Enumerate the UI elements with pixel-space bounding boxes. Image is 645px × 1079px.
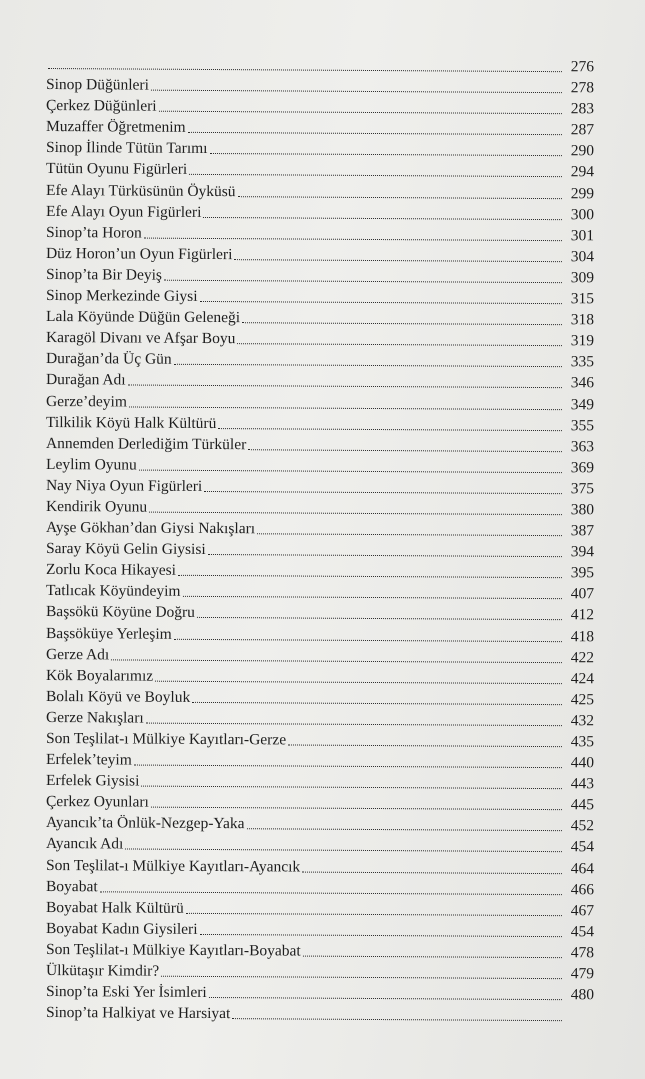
toc-entry-title: Başsöküye Yerleşim [45, 624, 172, 643]
toc-entry-page-number: 445 [570, 796, 595, 814]
dot-leader [164, 279, 562, 283]
dot-leader [155, 679, 562, 683]
toc-entry [46, 433, 594, 457]
dot-leader [247, 828, 562, 832]
dot-leader [248, 448, 562, 452]
toc-entry-title: Kendirik Oyunu [45, 498, 148, 516]
toc-entry-title: Ayşe Gökhan’dan Giysi Nakışları [45, 519, 256, 538]
toc-entry-title: Düz Horon’un Oyun Figürleri [45, 244, 233, 264]
dot-leader [242, 321, 562, 325]
toc-entry-title: Durağan Adı [45, 371, 126, 389]
toc-entry-title: Efe Alayı Türküsünün Öyküsü [45, 181, 236, 200]
dot-leader [189, 173, 562, 177]
dot-leader [111, 658, 562, 663]
dot-leader [192, 701, 562, 705]
toc-entry-title: Tütün Oyunu Figürleri [45, 160, 188, 179]
toc-entry-title: Annemden Derlediğim Türküler [45, 434, 247, 454]
toc-entry-page-number: 375 [570, 480, 595, 498]
dot-leader [199, 933, 561, 937]
toc-entry [46, 833, 594, 857]
toc-entry-page-number: 464 [570, 859, 595, 878]
toc-entry-title: Gerze Adı [45, 645, 110, 664]
toc-entry-page-number: 309 [570, 269, 595, 287]
toc-entry-title: Ayancık Adı [45, 835, 124, 854]
toc-entry-title: Nay Niya Oyun Figürleri [45, 476, 203, 495]
toc-entry-title: Son Teşlilat-ı Mülkiye Kayıtları-Boyabat [45, 941, 301, 960]
toc-entry-page-number: 346 [570, 374, 595, 392]
dot-leader [238, 195, 562, 199]
dot-leader [218, 427, 562, 431]
dot-leader [161, 975, 562, 979]
toc-entry-title: Bolalı Köyü ve Boyluk [45, 687, 191, 706]
toc-entry-title: Gerze’deyim [45, 392, 127, 411]
toc-entry-page-number: 363 [570, 437, 595, 456]
toc-entry-page-number: 315 [570, 290, 595, 308]
toc-entry-page-number: 432 [570, 712, 595, 730]
toc-entry [46, 369, 594, 393]
dot-leader [257, 532, 562, 536]
toc-entry [46, 644, 594, 668]
dot-leader [209, 152, 561, 156]
dot-leader [303, 955, 562, 959]
toc-entry [46, 412, 594, 436]
toc-entry-page-number: 479 [570, 965, 595, 983]
toc-entry-page-number: 301 [570, 227, 595, 245]
dot-leader [288, 744, 562, 748]
toc-entry [46, 665, 594, 689]
toc-entry-title: Çerkez Düğünleri [45, 97, 157, 115]
table-of-contents [46, 53, 594, 1023]
toc-entry-page-number: 425 [570, 691, 595, 709]
toc-entry-title: Kök Boyalarımız [45, 666, 154, 685]
dot-leader [200, 300, 562, 304]
toc-entry-page-number: 299 [570, 184, 595, 203]
toc-entry [46, 180, 594, 204]
toc-entry-page-number: 380 [570, 501, 595, 519]
toc-entry-page-number: 480 [570, 986, 595, 1004]
dot-leader [100, 890, 562, 895]
dot-leader [186, 912, 562, 916]
toc-entry-title: Durağan’da Üç Gün [45, 350, 172, 369]
toc-entry-title: Sinop’ta Eski Yer İsimleri [45, 983, 207, 1002]
toc-entry-title: Saray Köyü Gelin Giysisi [45, 540, 206, 559]
toc-entry-title: Son Teşlilat-ı Mülkiye Kayıtları-Gerze [45, 730, 287, 749]
toc-entry-title: Zorlu Koca Hikayesi [45, 561, 177, 580]
toc-entry-page-number: 407 [570, 585, 595, 603]
dot-leader [151, 806, 562, 811]
dot-leader [188, 131, 562, 135]
dot-leader [149, 511, 562, 516]
toc-entry-page-number: 418 [570, 627, 595, 645]
toc-entry [46, 201, 594, 225]
toc-entry-page-number: 454 [570, 923, 595, 941]
toc-entry [46, 623, 594, 647]
toc-entry-title: Sinop Düğünleri [45, 76, 149, 94]
dot-leader [197, 616, 562, 620]
toc-entry-page-number: 395 [570, 564, 595, 582]
toc-entry-page-number: 290 [570, 142, 595, 160]
toc-entry-page-number: 335 [570, 353, 595, 371]
dot-leader [159, 110, 562, 114]
toc-entry [46, 1002, 594, 1026]
toc-entry-title: Başsökü Köyüne Doğru [45, 603, 196, 622]
toc-entry-page-number: 304 [570, 248, 595, 266]
dot-leader [302, 870, 562, 874]
toc-entry-title: Sinop’ta Horon [45, 223, 142, 242]
toc-entry-title: Karagöl Divanı ve Afşar Boyu [45, 329, 236, 348]
toc-entry-title: Lala Köyünde Düğün Geleneği [45, 308, 241, 327]
toc-entry-page-number: 412 [570, 606, 595, 624]
toc-entry-page-number: 424 [570, 670, 595, 688]
toc-entry-title: Leylim Oyunu [45, 455, 137, 474]
toc-entry-page-number: 440 [570, 754, 595, 772]
toc-entry-title: Ayancık’ta Önlük-Nezgep-Yaka [45, 814, 245, 833]
toc-entry-title: Sinop’ta Bir Deyiş [45, 266, 163, 284]
toc-entry-title: Sinop İlinde Tütün Tarımı [45, 139, 208, 158]
dot-leader [234, 258, 562, 262]
toc-entry-page-number: 422 [570, 648, 595, 667]
toc-entry-page-number: 454 [570, 838, 595, 856]
dot-leader [232, 1017, 562, 1021]
toc-entry-title: Efe Alayı Oyun Figürleri [45, 202, 202, 221]
toc-entry-title: Boyabat Kadın Giysileri [45, 919, 198, 938]
toc-entry-page-number: 467 [570, 902, 595, 920]
dot-leader [139, 468, 562, 473]
dot-leader [48, 67, 562, 72]
dot-leader [146, 722, 562, 727]
toc-entry-title: Muzaffer Öğretmenim [45, 118, 186, 137]
toc-entry-page-number: 452 [570, 817, 595, 835]
dot-leader [129, 405, 562, 410]
dot-leader [182, 595, 561, 599]
toc-entry [46, 876, 594, 900]
toc-entry-page-number: 319 [570, 332, 595, 350]
dot-leader [144, 236, 562, 241]
toc-entry-title: Sinop Merkezinde Giysi [45, 287, 198, 306]
toc-entry [46, 158, 594, 182]
toc-entry-page-number: 294 [570, 163, 595, 181]
toc-entry-page-number: 394 [570, 543, 595, 561]
toc-entry-title: Tatlıcak Köyündeyim [45, 582, 181, 601]
dot-leader [174, 363, 562, 367]
toc-entry-title: Gerze Nakışları [45, 709, 144, 727]
dot-leader [178, 574, 562, 578]
toc-entry [46, 391, 594, 415]
dot-leader [208, 553, 562, 557]
toc-entry-page-number: 283 [570, 100, 595, 118]
toc-entry-title: Son Teşlilat-ı Mülkiye Kayıtları-Ayancık [45, 856, 301, 876]
toc-entry-title: Çerkez Oyunları [45, 793, 149, 812]
toc-entry [46, 601, 594, 625]
dot-leader [174, 637, 562, 641]
toc-entry-page-number: 278 [570, 79, 595, 97]
toc-entry-page-number: 435 [570, 733, 595, 751]
toc-entry-page-number: 349 [570, 395, 595, 413]
toc-entry-title: Ülkütaşır Kimdir? [45, 962, 160, 980]
dot-leader [204, 490, 562, 494]
toc-entry-title: Erfelek’teyim [45, 751, 132, 769]
dot-leader [134, 764, 562, 769]
toc-entry-page-number: 355 [570, 416, 595, 435]
toc-entry-page-number: 276 [570, 58, 595, 76]
toc-entry-page-number: 387 [570, 522, 595, 540]
dot-leader [128, 384, 562, 389]
dot-leader [141, 785, 562, 790]
toc-entry-title: Boyabat Halk Kültürü [45, 898, 184, 917]
toc-entry-page-number: 287 [570, 121, 595, 139]
toc-entry-title: Tilkilik Köyü Halk Kültürü [45, 413, 217, 432]
toc-entry-page-number: 466 [570, 880, 595, 899]
toc-entry [46, 855, 594, 879]
toc-entry-page-number: 300 [570, 205, 595, 224]
toc-entry-title: Erfelek Giysisi [45, 772, 140, 790]
dot-leader [151, 89, 562, 94]
dot-leader [237, 342, 562, 346]
dot-leader [125, 848, 562, 853]
toc-entry-page-number: 369 [570, 459, 595, 477]
toc-entry-page-number: 443 [570, 775, 595, 793]
dot-leader [209, 996, 562, 1000]
toc-entry-title: Sinop’ta Halkiyat ve Harsiyat [45, 1004, 231, 1023]
toc-entry-title: Boyabat [45, 877, 98, 896]
dot-leader [203, 216, 562, 220]
toc-entry-page-number: 318 [570, 311, 595, 329]
toc-entry-page-number: 478 [570, 944, 595, 962]
